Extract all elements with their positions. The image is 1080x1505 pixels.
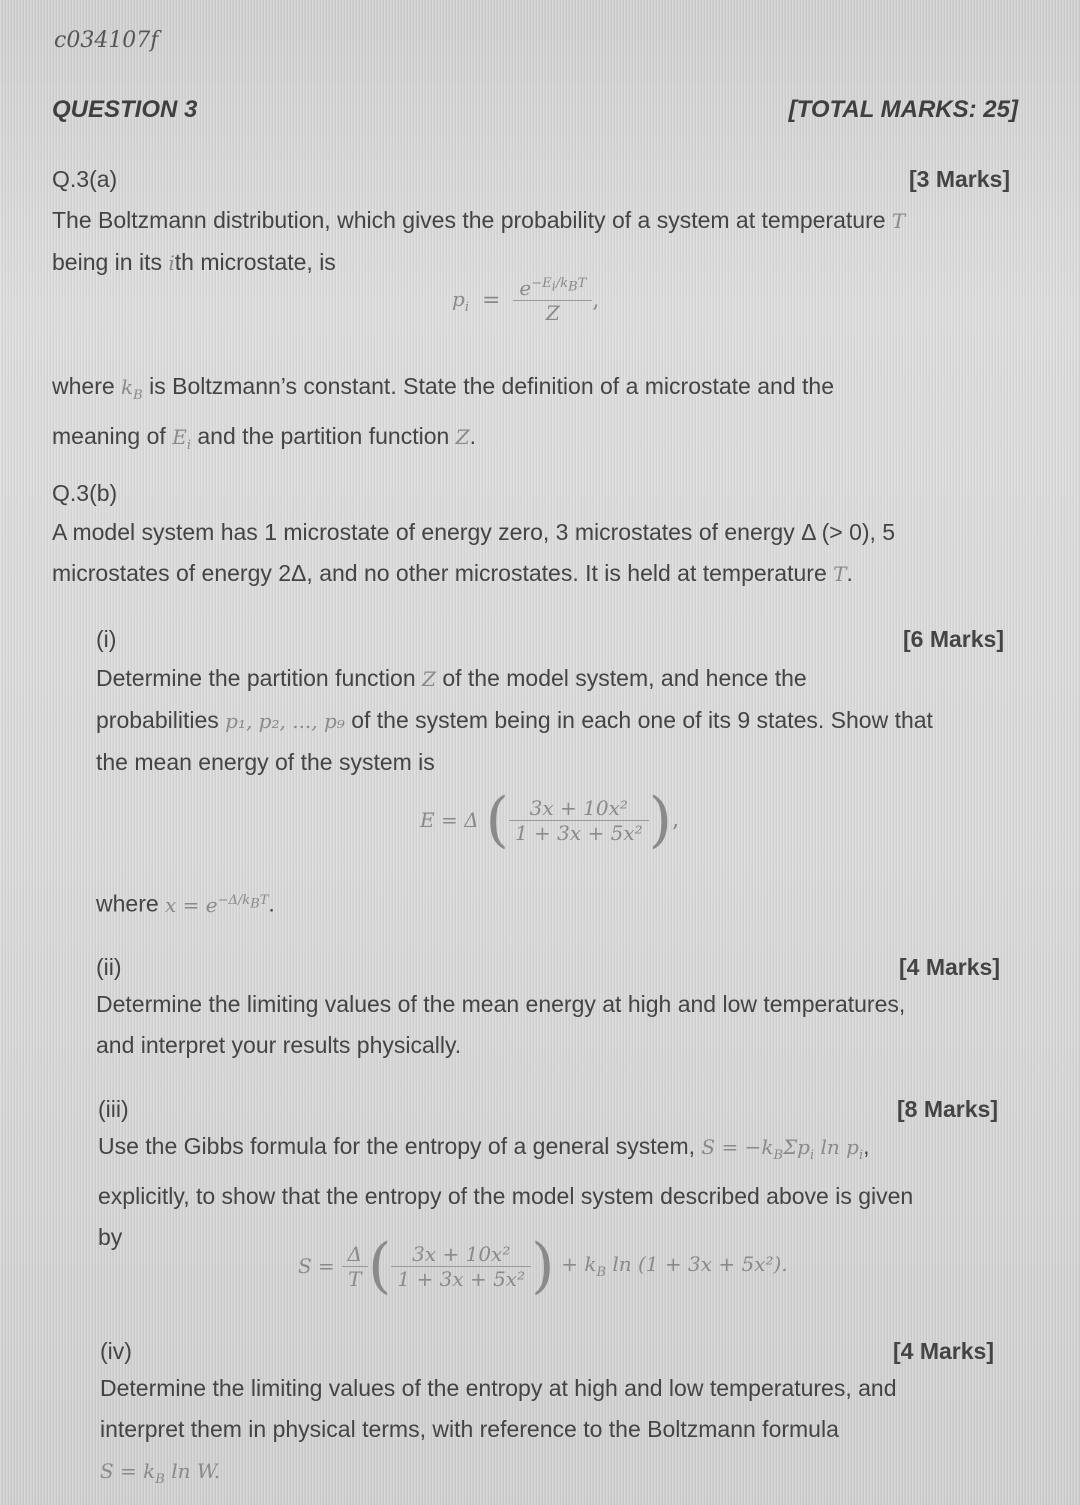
part-i-marks: [6 Marks]	[903, 626, 1004, 652]
q3a-line1: The Boltzmann distribution, which gives the probability of a system at temperature T	[52, 207, 906, 233]
q3b-label: Q.3(b)	[52, 480, 118, 506]
part-iii-line2: explicitly, to show that the entropy of the model system described above is given	[98, 1183, 914, 1209]
document-id: c034107f	[54, 28, 159, 53]
q3b-line1: A model system has 1 microstate of energy zero, 3 microstates of energy Δ (> 0), 5	[52, 519, 896, 545]
part-i-label: (i)	[96, 626, 117, 652]
part-iv-line3: $S = k_B$ ln W.	[100, 1459, 221, 1487]
q3a-marks: [3 Marks]	[909, 166, 1010, 192]
part-i-where: where $x = e^{-\Delta/k_BT}$.	[96, 890, 275, 917]
part-iii-line1: Use the Gibbs formula for the entropy of a general system, $S = -k_B\Sigma p_i$ $\ln p_i$,	[98, 1133, 870, 1163]
q3a-line3: where $k_B$ is Boltzmann’s constant. State the definition of a microstate and the	[52, 373, 834, 403]
part-i-text	[96, 658, 1026, 783]
q3a-line4: meaning of $E_i$ and the partition function Z.	[52, 423, 476, 453]
part-ii-label: (ii)	[96, 954, 122, 980]
part-ii-line2: and interpret your results physically.	[96, 1032, 462, 1058]
total-marks: [TOTAL MARKS: 25]	[788, 96, 1018, 123]
mean-energy-equation: E = Δ ( $\frac{\text{3x + 10x²}}{\text{1 + 3x + 5x²}}$ ),	[420, 785, 680, 855]
part-iv-label: (iv)	[100, 1338, 132, 1364]
q3a-text-2	[52, 366, 1032, 466]
part-iii-marks: [8 Marks]	[897, 1096, 998, 1122]
part-iii-line3: by	[98, 1224, 123, 1250]
part-iv-marks: [4 Marks]	[893, 1338, 994, 1364]
part-iii-label: (iii)	[98, 1096, 129, 1122]
q3a-line2: being in its ith microstate, is	[52, 249, 336, 275]
entropy-equation: S = $\frac{\Delta}{T}$ ( $\frac{\text{3x + 10x²}}{\text{1 + 3x + 5x²}}$ ) + $k_B$ ln (1 + 3x + 5x²).	[298, 1231, 788, 1301]
part-ii-marks: [4 Marks]	[899, 954, 1000, 980]
part-iv-line1: Determine the limiting values of the entropy at high and low temperatures, and	[100, 1375, 897, 1401]
part-iv-text	[100, 1368, 1040, 1500]
q3a-text	[52, 200, 1032, 284]
part-i-line1: Determine the partition function Z of the model system, and hence the	[96, 665, 807, 691]
part-i-line2: probabilities p₁, p₂, ..., p₉ of the system being in each one of its 9 states. Show that	[96, 707, 933, 733]
q3a-label: Q.3(a)	[52, 166, 118, 192]
part-i-line3: the mean energy of the system is	[96, 749, 435, 775]
part-ii-line1: Determine the limiting values of the mean energy at high and low temperatures,	[96, 991, 906, 1017]
q3b-line2: microstates of energy 2Δ, and no other microstates. It is held at temperature T.	[52, 560, 853, 586]
question-title: QUESTION 3	[52, 96, 198, 123]
part-iv-line2: interpret them in physical terms, with reference to the Boltzmann formula	[100, 1416, 839, 1442]
q3a-boltzmann-equation: $p_i$ = $\frac{e^{-E_i/k_BT}}{Z}$ ,	[452, 276, 600, 325]
part-ii-text	[96, 984, 1036, 1066]
q3b-intro	[52, 512, 1042, 595]
